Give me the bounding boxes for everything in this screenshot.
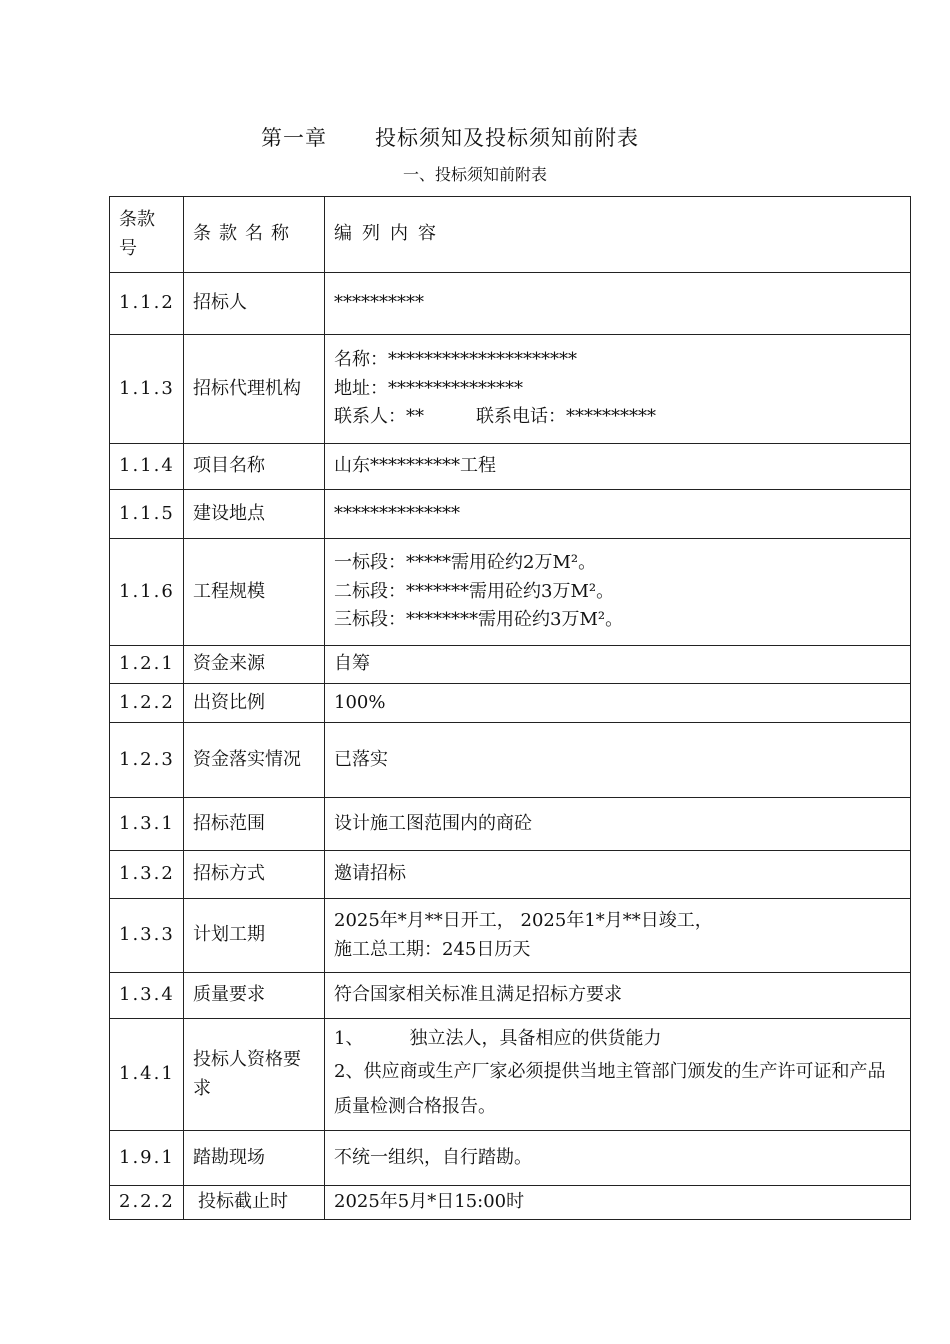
clause-no: 1.9.1 [110, 1131, 184, 1186]
header-clause-no: 条款 号 [110, 197, 184, 273]
chapter-heading: 投标须知及投标须知前附表 [375, 126, 639, 150]
clause-content: ************** [325, 490, 911, 539]
clause-name: 建设地点 [184, 490, 325, 539]
table-row [110, 723, 911, 798]
agency-name: 名称：********************* [334, 348, 577, 370]
clause-name: 投标截止时 [184, 1186, 325, 1220]
agency-address: 地址：*************** [334, 377, 523, 399]
agency-contact-line [334, 403, 901, 432]
clause-no: 1.2.3 [110, 723, 184, 798]
clause-name: 资金落实情况 [184, 723, 325, 798]
agency-phone: 联系电话：********** [476, 406, 656, 428]
clause-name: 踏勘现场 [184, 1131, 325, 1186]
clause-content: 邀请招标 [325, 851, 911, 899]
clause-name: 招标人 [184, 273, 325, 335]
table-row [110, 899, 911, 973]
chapter-title [0, 122, 900, 152]
clause-content: 设计施工图范围内的商砼 [325, 798, 911, 851]
table-row [110, 273, 911, 335]
clause-content: 山东**********工程 [325, 444, 911, 490]
clause-name: 出资比例 [184, 684, 325, 723]
clause-name: 投标人资格要求 [184, 1019, 325, 1131]
clause-content: 不统一组织，自行踏勘。 [325, 1131, 911, 1186]
lot-3: 三标段：********需用砼约3万M²。 [334, 609, 624, 631]
table-row [110, 1131, 911, 1186]
clause-name: 质量要求 [184, 973, 325, 1019]
clause-content: 已落实 [325, 723, 911, 798]
clause-no: 1.1.4 [110, 444, 184, 490]
clause-no: 1.3.4 [110, 973, 184, 1019]
clause-content [325, 899, 911, 973]
table-row [110, 798, 911, 851]
clause-no: 1.2.2 [110, 684, 184, 723]
clause-no: 1.4.1 [110, 1019, 184, 1131]
clause-name: 招标方式 [184, 851, 325, 899]
lot-1: 一标段：*****需用砼约2万M²。 [334, 551, 597, 573]
schedule-line-2: 施工总工期：245日历天 [334, 938, 531, 960]
clause-name: 工程规模 [184, 539, 325, 646]
table-row [110, 646, 911, 684]
table-row [110, 851, 911, 899]
clause-name: 招标范围 [184, 798, 325, 851]
table-row [110, 684, 911, 723]
schedule-line-1: 2025年*月**日开工， 2025年1*月**日竣工， [334, 909, 713, 931]
clause-no: 1.3.1 [110, 798, 184, 851]
clause-name: 项目名称 [184, 444, 325, 490]
clause-content [325, 1019, 911, 1131]
bid-notice-table [109, 196, 911, 1220]
lot-2: 二标段：*******需用砼约3万M²。 [334, 580, 615, 602]
agency-contact: 联系人：** [334, 406, 424, 428]
clause-no: 1.1.2 [110, 273, 184, 335]
table-row [110, 444, 911, 490]
chapter-label: 第一章 [261, 126, 327, 150]
clause-content [325, 539, 911, 646]
table-row [110, 335, 911, 444]
table-row [110, 490, 911, 539]
clause-no: 1.1.6 [110, 539, 184, 646]
clause-content [325, 335, 911, 444]
table-row [110, 973, 911, 1019]
clause-name: 计划工期 [184, 899, 325, 973]
clause-content: 100% [325, 684, 911, 723]
section-title: 一、投标须知前附表 [402, 165, 547, 184]
table-row [110, 539, 911, 646]
clause-no: 1.3.2 [110, 851, 184, 899]
clause-content: ********** [325, 273, 911, 335]
clause-name: 资金来源 [184, 646, 325, 684]
clause-no: 1.3.3 [110, 899, 184, 973]
clause-content: 符合国家相关标准且满足招标方要求 [325, 973, 911, 1019]
clause-no: 1.2.1 [110, 646, 184, 684]
header-clause-name: 条款名称 [184, 197, 325, 273]
table-row [110, 1019, 911, 1131]
clause-no: 1.1.5 [110, 490, 184, 539]
clause-name: 招标代理机构 [184, 335, 325, 444]
clause-no: 2.2.2 [110, 1186, 184, 1220]
clause-content: 2025年5月*日15:00时 [325, 1186, 911, 1220]
table-header-row [110, 197, 911, 273]
table-row [110, 1186, 911, 1220]
requirement-2: 2、供应商或生产厂家必须提供当地主管部门颁发的生产许可证和产品质量检测合格报告。 [334, 1060, 886, 1117]
clause-content: 自筹 [325, 646, 911, 684]
clause-no: 1.1.3 [110, 335, 184, 444]
header-content: 编列内容 [325, 197, 911, 273]
requirement-1: 1、 独立法人，具备相应的供货能力 [334, 1028, 662, 1049]
